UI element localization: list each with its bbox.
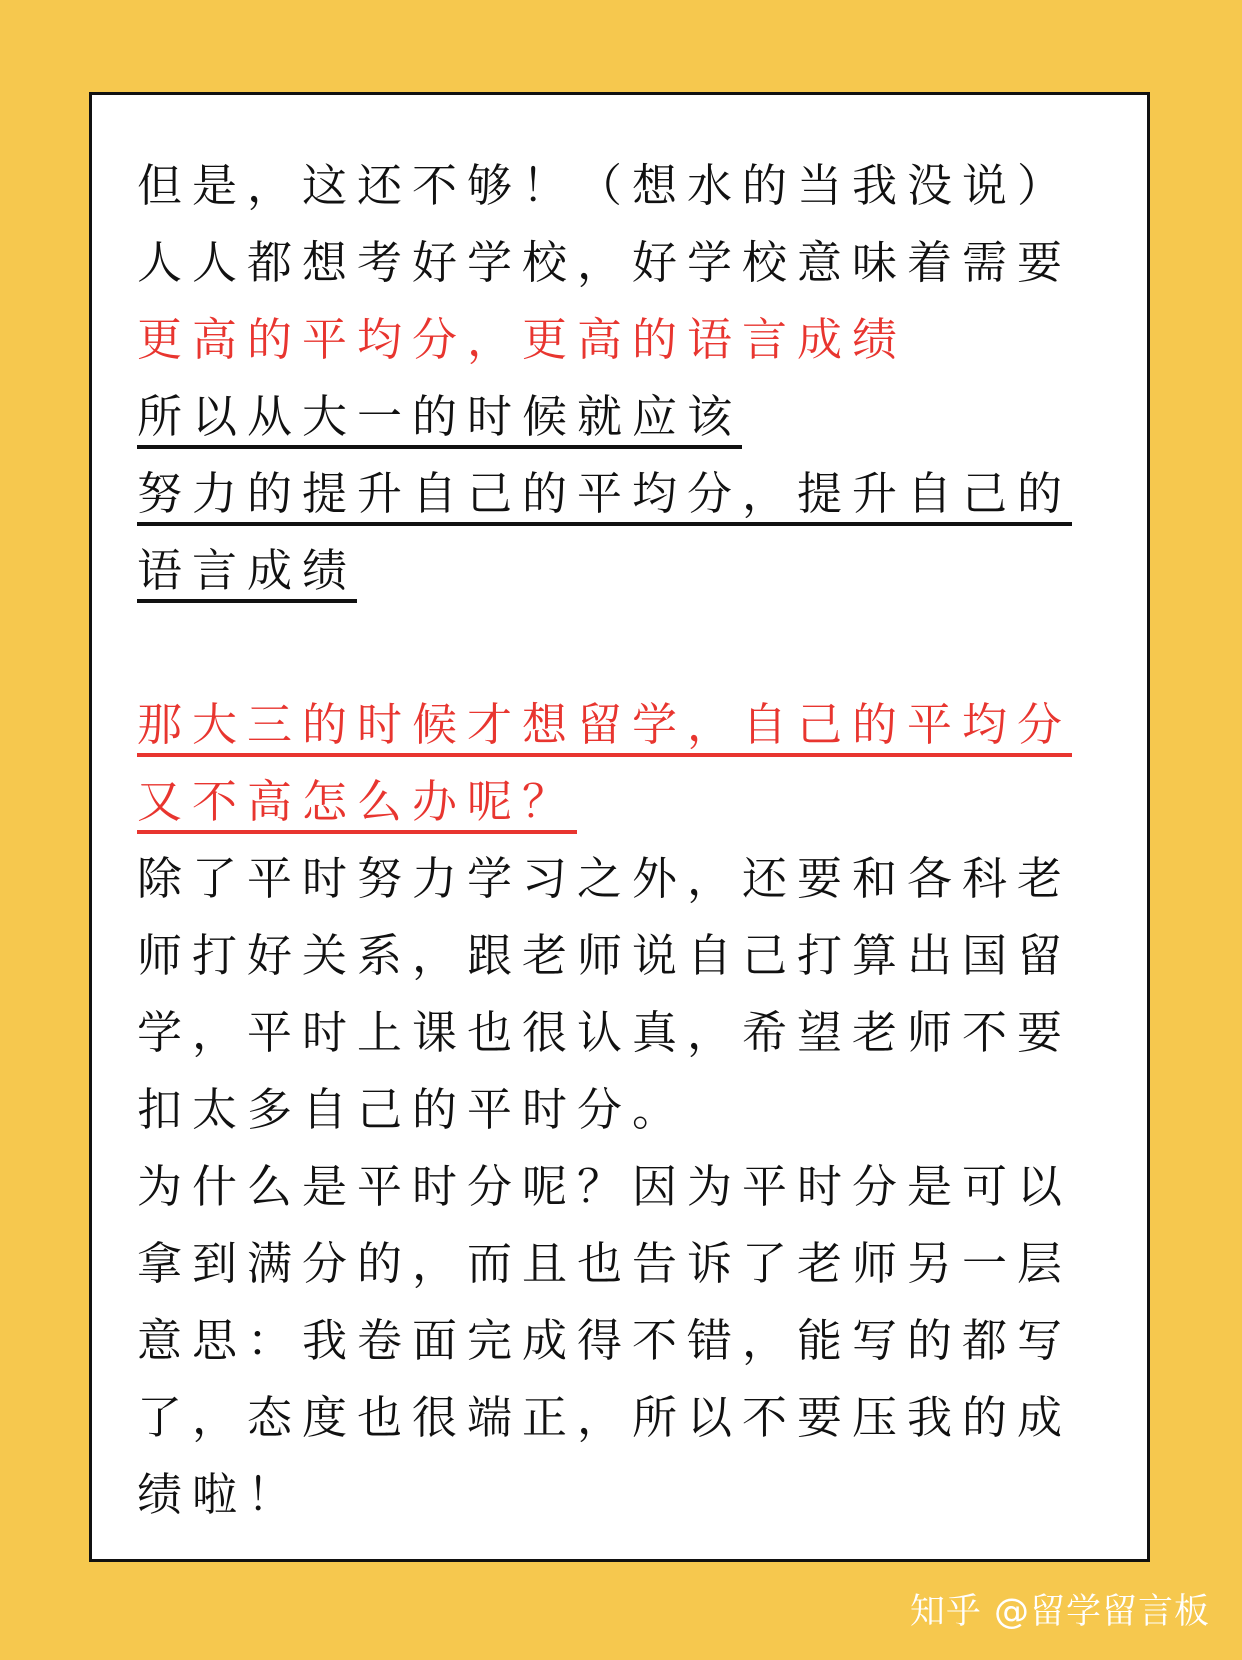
text-line: 学，平时上课也很认真，希望老师不要 — [137, 1006, 1073, 1059]
underlined-red-text: 又不高怎么办呢？ — [137, 770, 577, 834]
underlined-line — [137, 378, 1097, 455]
underlined-red-text: 那大三的时候才想留学，自己的平均分 — [137, 693, 1072, 757]
blank-line — [137, 609, 1097, 686]
underlined-text: 语言成绩 — [137, 539, 357, 603]
underlined-line — [137, 455, 1097, 532]
text-line: 意思：我卷面完成得不错，能写的都写 — [137, 1314, 1073, 1367]
text-line: 为什么是平时分呢？因为平时分是可以 — [137, 1160, 1073, 1213]
text-line: 但是，这还不够！（想水的当我没说） — [137, 159, 1073, 212]
text-line: 拿到满分的，而且也告诉了老师另一层 — [137, 1237, 1073, 1290]
article-text — [137, 147, 1097, 1533]
underlined-line — [137, 532, 1097, 609]
watermark: 知乎 @留学留言板 — [909, 1592, 1210, 1632]
underlined-text: 所以从大一的时候就应该 — [137, 385, 742, 449]
highlighted-question-line — [137, 686, 1097, 763]
text-line: 了，态度也很端正，所以不要压我的成 — [137, 1391, 1073, 1444]
highlighted-line: 更高的平均分，更高的语言成绩 — [137, 313, 908, 366]
highlighted-question-line — [137, 763, 1097, 840]
underlined-text: 努力的提升自己的平均分，提升自己的 — [137, 462, 1072, 526]
content-card — [89, 92, 1150, 1562]
text-line: 人人都想考好学校，好学校意味着需要 — [137, 236, 1073, 289]
text-line: 除了平时努力学习之外，还要和各科老 — [137, 852, 1073, 905]
text-line: 扣太多自己的平时分。 — [137, 1083, 688, 1136]
text-line: 绩啦！ — [137, 1468, 303, 1521]
text-line: 师打好关系，跟老师说自己打算出国留 — [137, 929, 1073, 982]
